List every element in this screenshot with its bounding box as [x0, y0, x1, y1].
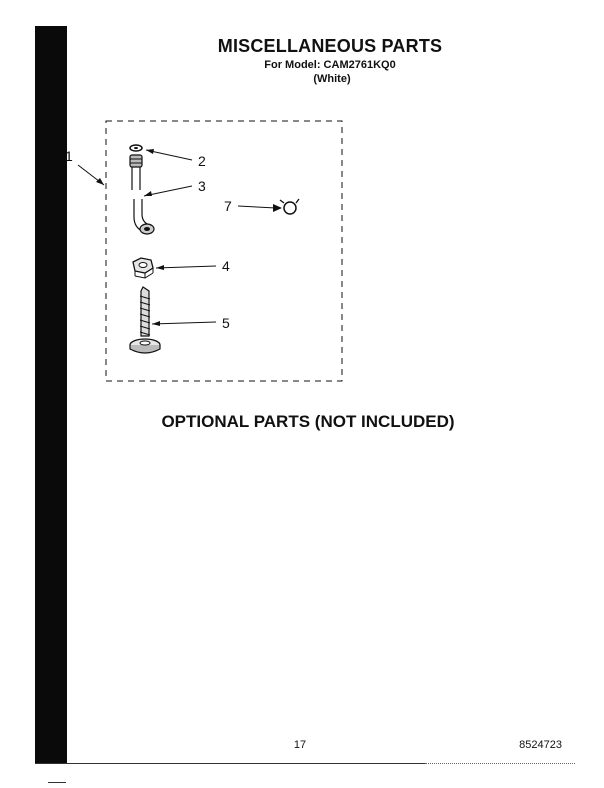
bottom-rule-dotted [425, 763, 575, 764]
model-line: For Model: CAM2761KQ0 [264, 59, 396, 71]
callout-2 [146, 149, 206, 169]
corner-mark [48, 782, 66, 783]
color-line: (White) [313, 73, 351, 85]
nut-icon [133, 258, 153, 278]
page-title: MISCELLANEOUS PARTS [217, 36, 443, 56]
callout-2-label: 2 [198, 153, 206, 169]
callout-1 [65, 148, 104, 185]
callout-4 [156, 258, 230, 274]
callout-5-label: 5 [222, 315, 230, 331]
callout-7 [224, 198, 282, 214]
clamp-icon [280, 199, 299, 214]
leveling-leg-icon [130, 287, 160, 353]
callout-4-label: 4 [222, 258, 230, 274]
optional-parts-heading: OPTIONAL PARTS (NOT INCLUDED) [161, 412, 455, 431]
callout-5 [152, 315, 230, 331]
callout-1-label: 1 [65, 148, 73, 164]
washer-icon [130, 145, 142, 151]
bottom-rule [35, 763, 425, 764]
page-number: 17 [293, 739, 307, 751]
callout-7-label: 7 [224, 198, 232, 214]
callout-3-label: 3 [198, 178, 206, 194]
callout-3 [144, 178, 206, 196]
document-number: 8524723 [519, 739, 562, 751]
